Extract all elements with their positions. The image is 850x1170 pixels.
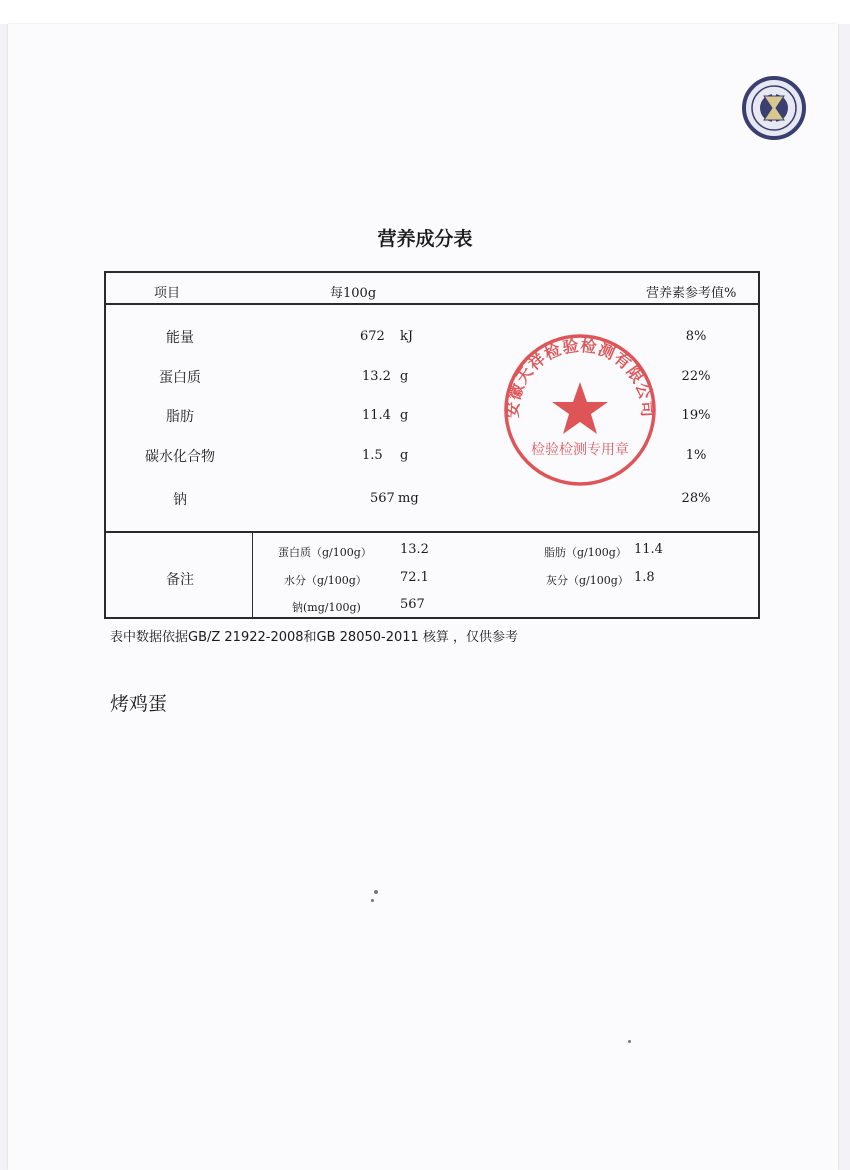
row-value: 567 [370,491,395,506]
row-name: 蛋白质 [159,370,201,386]
header-divider [106,303,758,305]
note-value: 11.4 [634,542,663,557]
row-name: 能量 [166,330,194,346]
nutrition-table [104,271,760,619]
row-value: 11.4 [362,408,391,423]
row-unit: g [400,448,409,463]
row-nrv: 8% [685,329,707,344]
note-label: 钠(mg/100g) [292,601,361,614]
scan-top-edge [0,0,850,24]
note-label: 灰分（g/100g） [546,574,629,587]
row-unit: g [400,369,409,384]
lab-logo-icon [742,76,806,140]
notes-label: 备注 [166,572,194,588]
row-value: 672 [360,329,385,344]
note-value: 1.8 [634,570,655,585]
note-value: 13.2 [400,542,429,557]
row-nrv: 19% [681,408,711,423]
header-nrv: 营养素参考值% [646,286,737,301]
row-name: 碳水化合物 [145,449,215,465]
row-name: 钠 [173,492,187,508]
row-unit: kJ [400,329,414,344]
row-value: 1.5 [362,448,383,463]
row-value: 13.2 [362,369,391,384]
stamp-subtext: 检验检测专用章 [531,442,629,458]
note-value: 567 [400,597,425,612]
header-per-100g: 每100g [330,286,377,301]
stamp-text: 安徽天祥检验检测有限公司 [502,335,658,419]
note-value: 72.1 [400,570,429,585]
row-nrv: 28% [681,491,711,506]
row-unit: g [400,408,409,423]
scan-speck [371,899,374,902]
header-item: 项目 [154,286,181,301]
row-unit: mg [398,491,419,506]
note-label: 脂肪（g/100g） [544,546,627,559]
row-nrv: 1% [685,448,707,463]
notes-divider [106,531,758,533]
row-name: 脂肪 [166,409,194,425]
product-name: 烤鸡蛋 [110,693,168,715]
footnote: 表中数据依据GB/Z 21922-2008和GB 28050-2011 核算 ，仅供参考 [110,630,519,645]
page-title: 营养成分表 [377,228,473,250]
note-label: 蛋白质（g/100g） [278,546,372,559]
scan-speck [628,1040,631,1043]
row-nrv: 22% [681,369,711,384]
official-seal-stamp [500,330,660,488]
note-label: 水分（g/100g） [284,574,367,587]
scan-speck [374,890,378,894]
